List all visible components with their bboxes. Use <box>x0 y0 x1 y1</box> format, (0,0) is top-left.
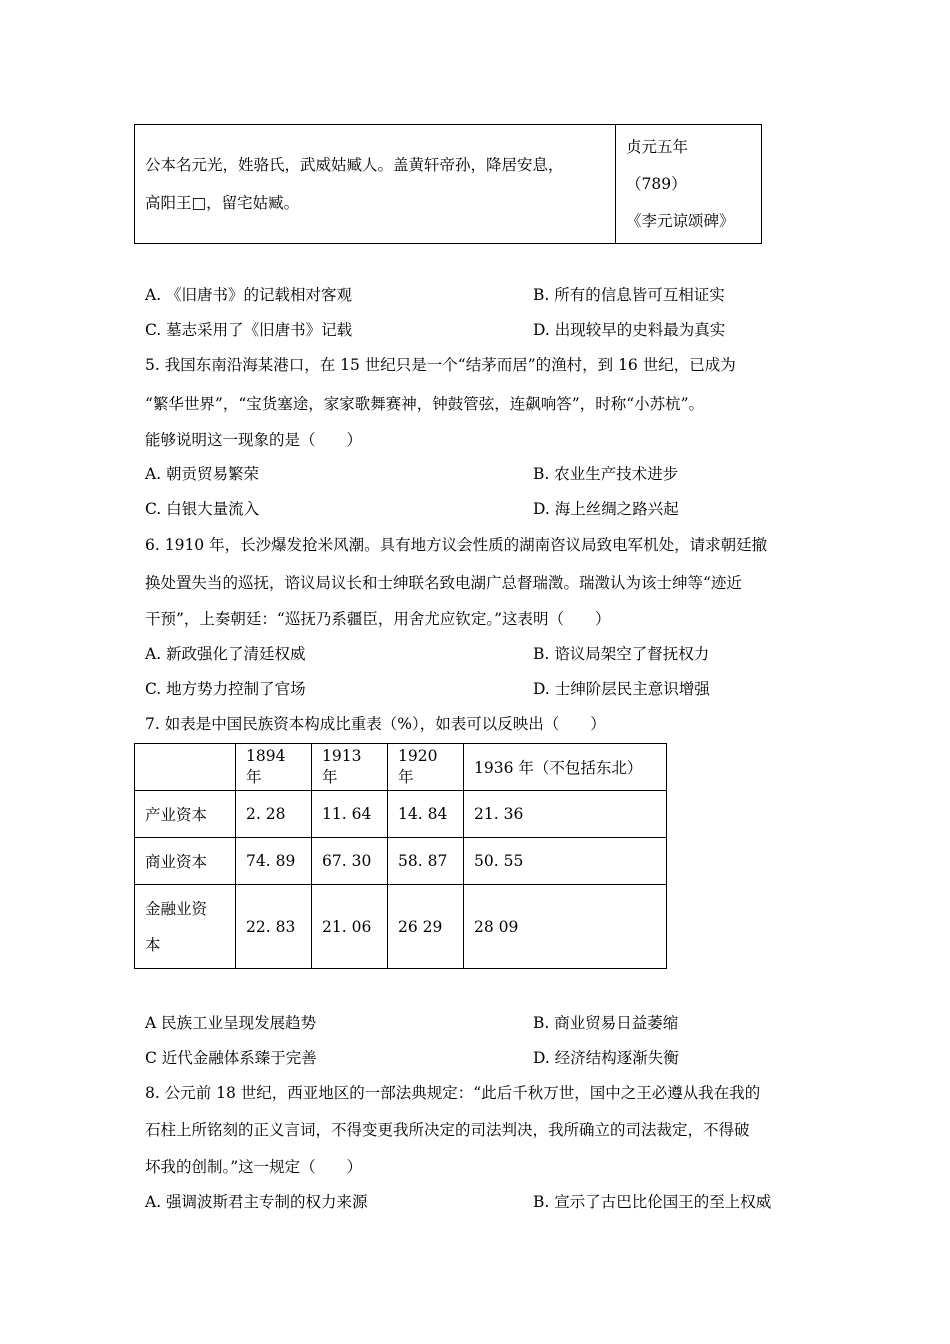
q4-option-d: D. 出现较早的史料最为真实 <box>533 321 726 339</box>
q6-option-b: B. 谘议局架空了督抚权力 <box>533 645 710 663</box>
header-cell-1920: 1920 年 <box>388 744 464 791</box>
q8-stem-line-1: 8. 公元前 18 世纪，西亚地区的一部法典规定：“此后千秋万世，国中之王必遵从我在我的 <box>145 1084 761 1102</box>
q6-stem-line-1: 6. 1910 年，长沙爆发抢米风潮。具有地方议会性质的湖南咨议局致电军机处，请求朝廷撤 <box>145 536 768 554</box>
header-cell-1894: 1894 年 <box>236 744 312 791</box>
q5-option-d: D. 海上丝绸之路兴起 <box>533 500 679 518</box>
table-cell: 74. 89 <box>236 838 312 885</box>
table-cell: 14. 84 <box>388 791 464 838</box>
row-label-line-2: 本 <box>145 935 161 954</box>
q8-option-b: B. 宣示了古巴比伦国王的至上权威 <box>533 1193 772 1211</box>
table-row <box>135 885 667 969</box>
q5-stem-line-3: 能够说明这一现象的是（ ） <box>145 431 363 449</box>
q5-option-c: C. 白银大量流入 <box>145 500 260 518</box>
q8-option-a: A. 强调波斯君主专制的权力来源 <box>145 1193 368 1211</box>
table-cell: 58. 87 <box>388 838 464 885</box>
q4-option-b: B. 所有的信息皆可互相证实 <box>533 286 725 304</box>
q7-option-c: C 近代金融体系臻于完善 <box>145 1049 317 1067</box>
q8-stem-line-2: 石柱上所铭刻的正义言词，不得变更我所决定的司法判决，我所确立的司法裁定，不得破 <box>145 1121 750 1139</box>
table-cell: 11. 64 <box>312 791 388 838</box>
capital-table-header-row <box>135 744 667 791</box>
q7-option-a: A 民族工业呈现发展趋势 <box>145 1014 317 1032</box>
q5-option-a: A. 朝贡贸易繁荣 <box>145 465 260 483</box>
q6-option-d: D. 士绅阶层民主意识增强 <box>533 680 710 698</box>
q7-option-b: B. 商业贸易日益萎缩 <box>533 1014 679 1032</box>
q6-stem-line-3: 干预”，上奏朝廷：“巡抚乃系疆臣，用舍尤应钦定。”这表明（ ） <box>145 610 611 628</box>
table-cell: 2. 28 <box>236 791 312 838</box>
table-cell: 22. 83 <box>236 885 312 969</box>
q5-stem-line-2: “繁华世界”，“宝货塞途，家家歌舞赛神，钟鼓管弦，连飙响答”，时称“小苏杭”。 <box>145 395 705 413</box>
source-date-cell <box>616 125 762 244</box>
table-cell: 21. 06 <box>312 885 388 969</box>
q8-stem-line-3: 坏我的创制。”这一规定（ ） <box>145 1158 363 1176</box>
q6-stem-line-2: 换处置失当的巡抚，谘议局议长和士绅联名致电湖广总督瑞澂。瑞澂认为该士绅等“迹近 <box>145 574 742 592</box>
table-cell: 26 29 <box>388 885 464 969</box>
source-date-line-2: （789） <box>626 174 687 193</box>
source-table <box>134 124 762 244</box>
row-label <box>135 885 236 969</box>
q7-option-d: D. 经济结构逐渐失衡 <box>533 1049 679 1067</box>
q6-option-a: A. 新政强化了清廷权威 <box>145 645 306 663</box>
header-cell-1913: 1913 年 <box>312 744 388 791</box>
q5-stem-line-1: 5. 我国东南沿海某港口，在 15 世纪只是一个“结茅而居”的渔村，到 16 世纪，已成为 <box>145 356 736 374</box>
q7-stem: 7. 如表是中国民族资本构成比重表（%），如表可以反映出（ ） <box>145 715 606 733</box>
q4-option-a: A. 《旧唐书》的记载相对客观 <box>145 286 353 304</box>
q5-option-b: B. 农业生产技术进步 <box>533 465 679 483</box>
table-cell: 28 09 <box>464 885 667 969</box>
source-text-cell <box>135 125 616 244</box>
q6-option-c: C. 地方势力控制了官场 <box>145 680 306 698</box>
table-row <box>135 838 667 885</box>
table-cell: 50. 55 <box>464 838 667 885</box>
source-text-line-2: 高阳王□，留宅姑臧。 <box>145 194 300 212</box>
table-cell: 67. 30 <box>312 838 388 885</box>
table-cell: 21. 36 <box>464 791 667 838</box>
table-row <box>135 791 667 838</box>
capital-table <box>134 743 667 969</box>
source-date-line-1: 贞元五年 <box>626 137 689 156</box>
header-cell-blank <box>135 744 236 791</box>
source-date-line-3: 《李元谅颂碑》 <box>626 211 735 230</box>
row-label-line-1: 金融业资 <box>145 899 208 918</box>
row-label: 产业资本 <box>135 791 236 838</box>
header-cell-1936: 1936 年（不包括东北） <box>464 744 667 791</box>
source-text-line-1: 公本名元光，姓骆氏，武威姑臧人。盖黄轩帝孙，降居安息， <box>145 156 564 174</box>
row-label: 商业资本 <box>135 838 236 885</box>
q4-option-c: C. 墓志采用了《旧唐书》记载 <box>145 321 353 339</box>
